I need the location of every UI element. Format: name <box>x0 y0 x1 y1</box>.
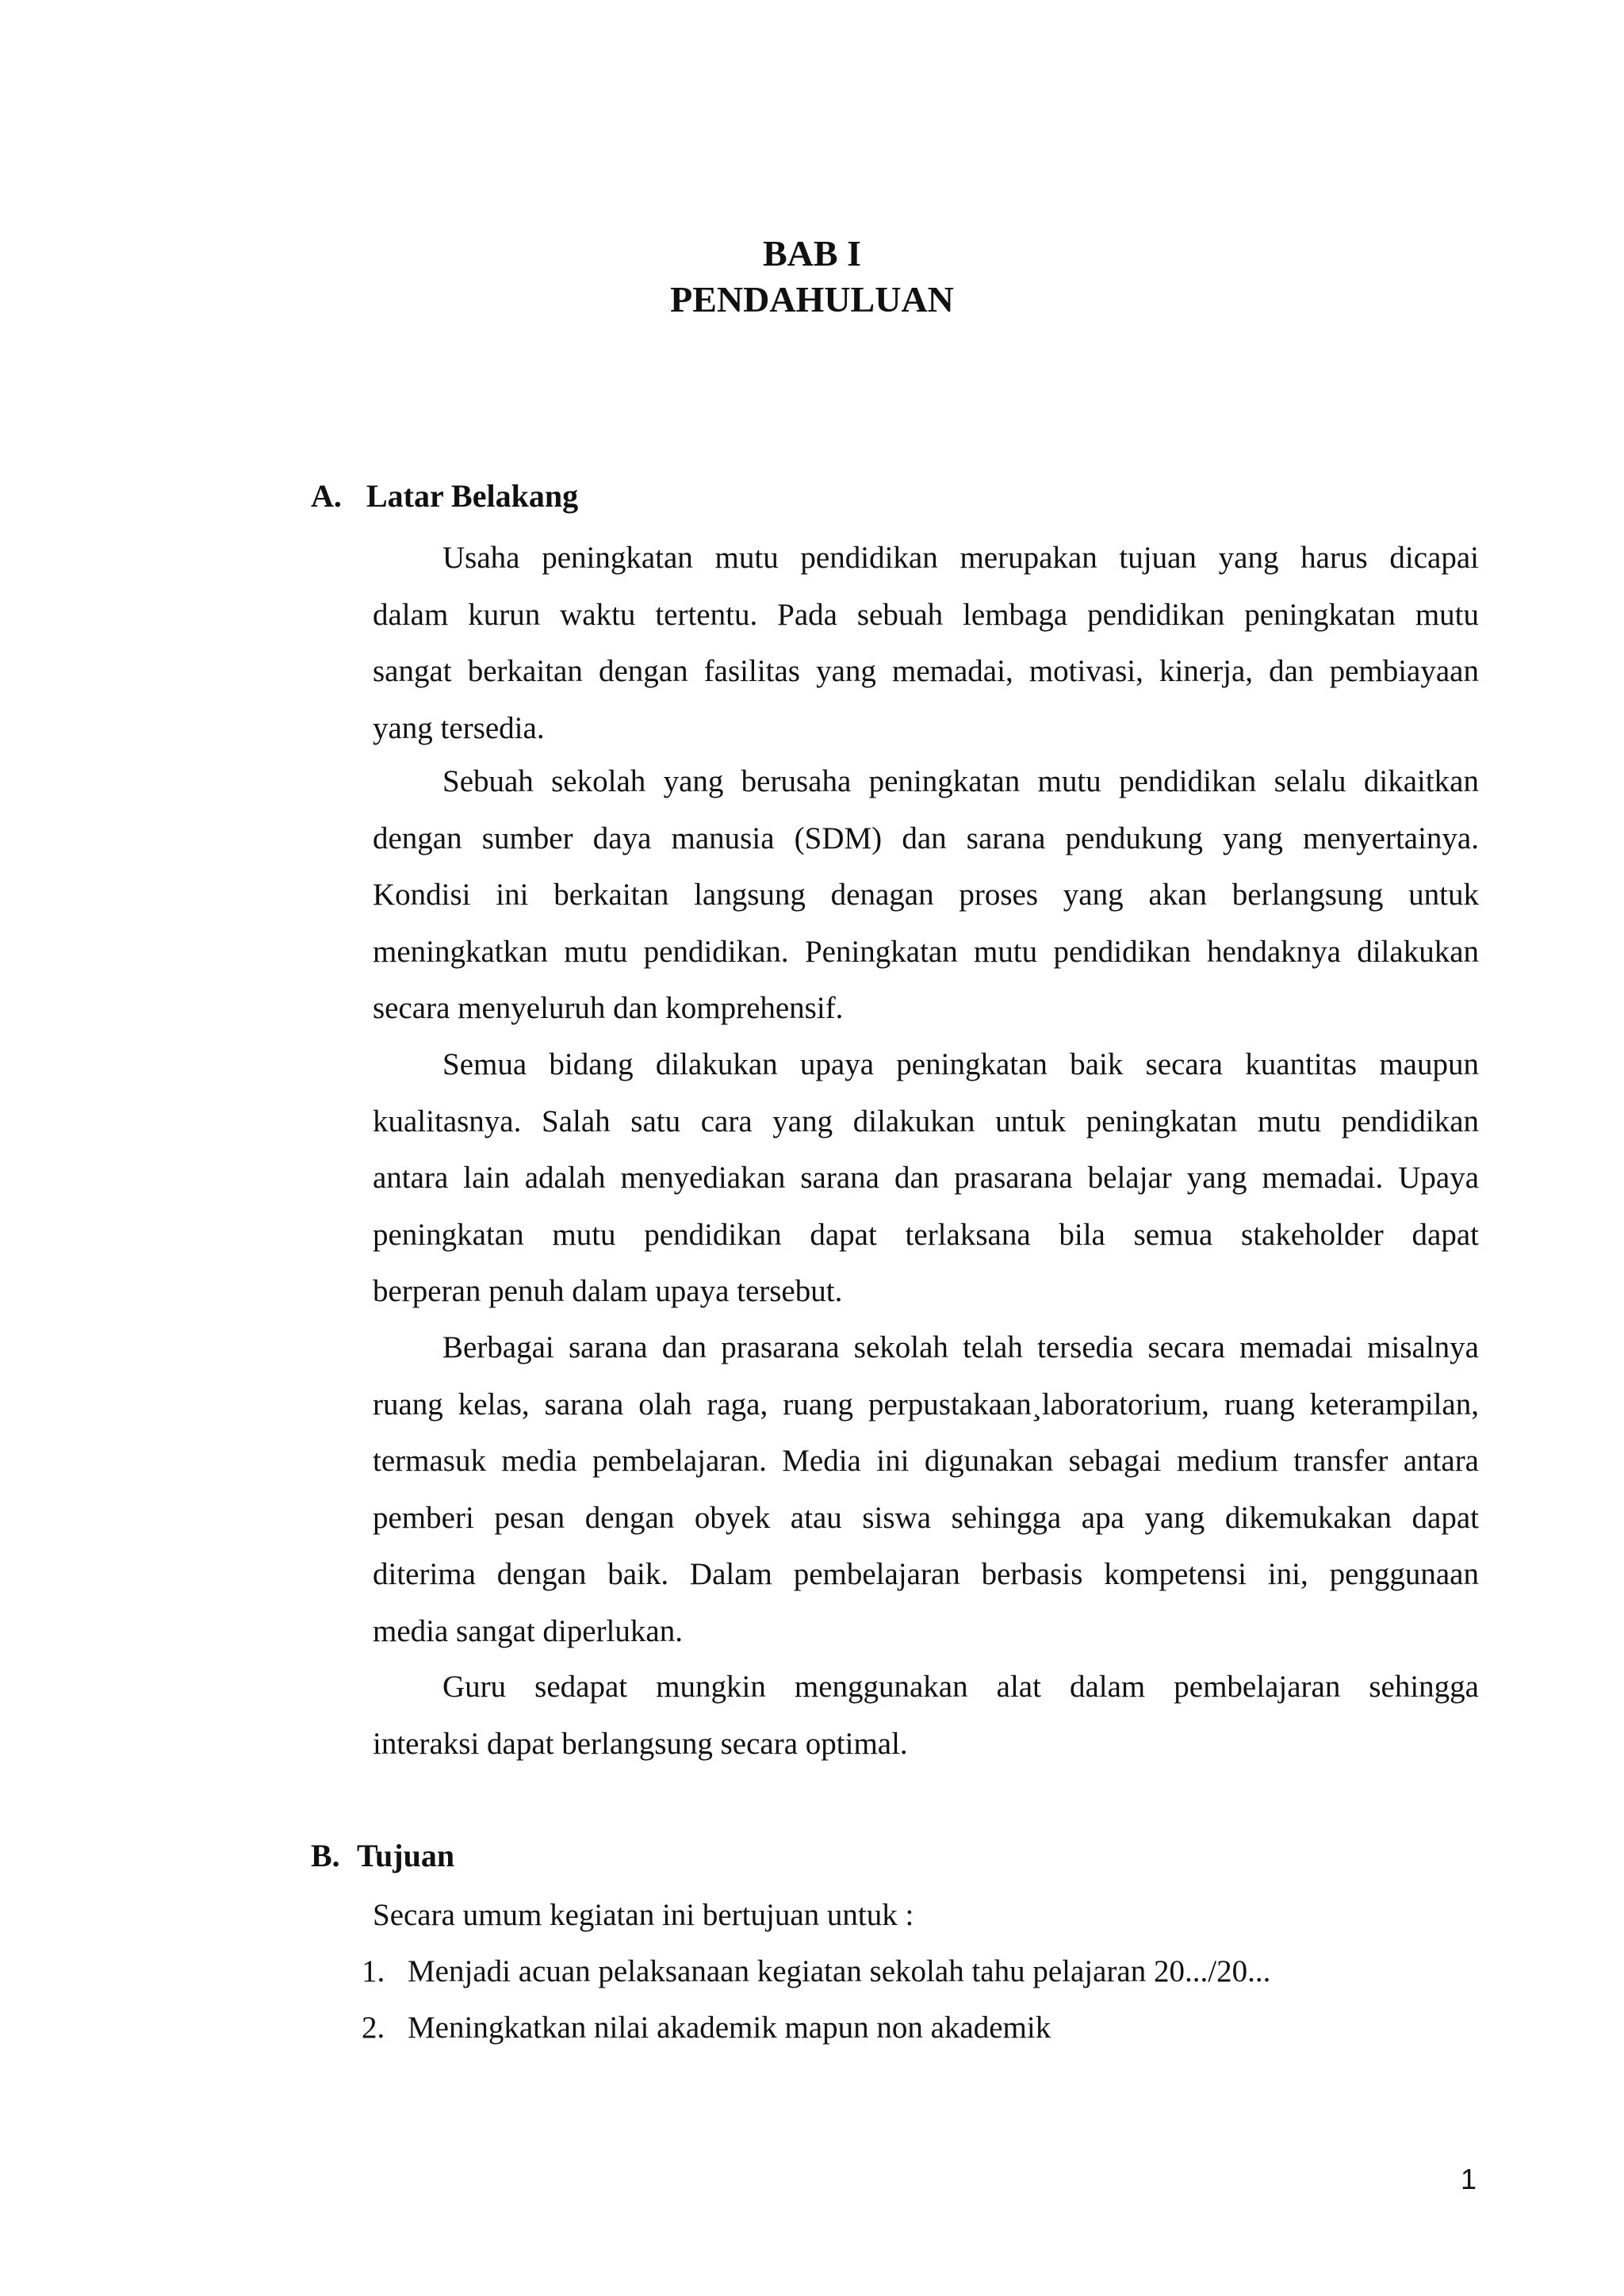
text-line: diterima dengan baik. Dalam pembelajaran berbasis kompetensi ini, penggunaan <box>373 1557 1479 1591</box>
list-item <box>362 1950 1270 1994</box>
text-line: Kondisi ini berkaitan langsung denagan proses yang akan berlangsung untuk <box>373 878 1479 912</box>
chapter-title: BAB I <box>763 233 861 274</box>
text-line: Usaha peningkatan mutu pendidikan merupakan tujuan yang harus dicapai <box>442 541 1479 575</box>
text-line: yang tersedia. <box>373 710 545 745</box>
list-text: Meningkatkan nilai akademik mapun non akademik <box>408 2011 1051 2045</box>
text-line: pemberi pesan dengan obyek atau siswa sehingga apa yang dikemukakan dapat <box>373 1500 1479 1535</box>
text-line: antara lain adalah menyediakan sarana dan prasarana belajar yang memadai. Upaya <box>373 1161 1479 1195</box>
text-line: termasuk media pembelajaran. Media ini digunakan sebagai medium transfer antara <box>373 1444 1479 1478</box>
paragraph <box>373 1319 1479 1659</box>
paragraph <box>373 753 1479 1037</box>
text-line: ruang kelas, sarana olah raga, ruang perpustakaan¸laboratorium, ruang keterampilan, <box>373 1387 1479 1422</box>
text-line: dalam kurun waktu tertentu. Pada sebuah lembaga pendidikan peningkatan mutu <box>373 597 1479 632</box>
text-line: sangat berkaitan dengan fasilitas yang memadai, motivasi, kinerja, dan pembiayaan <box>373 654 1479 688</box>
section-title: Latar Belakang <box>366 478 579 514</box>
section-b-heading <box>311 1834 454 1878</box>
text-line: dengan sumber daya manusia (SDM) dan sarana pendukung yang menyertainya. <box>373 821 1479 855</box>
text-line: peningkatan mutu pendidikan dapat terlaksana bila semua stakeholder dapat <box>373 1217 1479 1252</box>
list-text: Menjadi acuan pelaksanaan kegiatan sekolah tahu pelajaran 20.../20... <box>408 1954 1271 1988</box>
text-line: meningkatkan mutu pendidikan. Peningkatan mutu pendidikan hendaknya dilakukan <box>373 934 1479 969</box>
text-line: Semua bidang dilakukan upaya peningkatan baik secara kuantitas maupun <box>442 1047 1479 1081</box>
chapter-subtitle: PENDAHULUAN <box>670 279 954 320</box>
section-title: Tujuan <box>357 1838 455 1873</box>
section-a-heading <box>311 474 578 519</box>
text-line: media sangat diperlukan. <box>373 1613 683 1648</box>
text-line: berperan penuh dalam upaya tersebut. <box>373 1274 843 1308</box>
text-line: interaksi dapat berlangsung secara optimal. <box>373 1726 908 1761</box>
text-line: kualitasnya. Salah satu cara yang dilakukan untuk peningkatan mutu pendidikan <box>373 1104 1479 1138</box>
text-line: Berbagai sarana dan prasarana sekolah telah tersedia secara memadai misalnya <box>442 1330 1479 1364</box>
section-number: A. <box>311 478 342 514</box>
text-line: Guru sedapat mungkin menggunakan alat dalam pembelajaran sehingga <box>442 1670 1479 1704</box>
text-line: Sebuah sekolah yang berusaha peningkatan mutu pendidikan selalu dikaitkan <box>442 764 1479 798</box>
page-number: 1 <box>1460 2163 1477 2195</box>
text-line: secara menyeluruh dan komprehensif. <box>373 991 844 1025</box>
list-number: 1. <box>362 1954 385 1988</box>
list-number: 2. <box>362 2011 385 2045</box>
paragraph <box>373 1659 1479 1772</box>
paragraph <box>373 530 1479 756</box>
paragraph <box>373 1036 1479 1320</box>
section-intro: Secara umum kegiatan ini bertujuan untuk : <box>373 1898 914 1932</box>
list-item <box>362 2006 1051 2050</box>
section-number: B. <box>311 1838 340 1873</box>
